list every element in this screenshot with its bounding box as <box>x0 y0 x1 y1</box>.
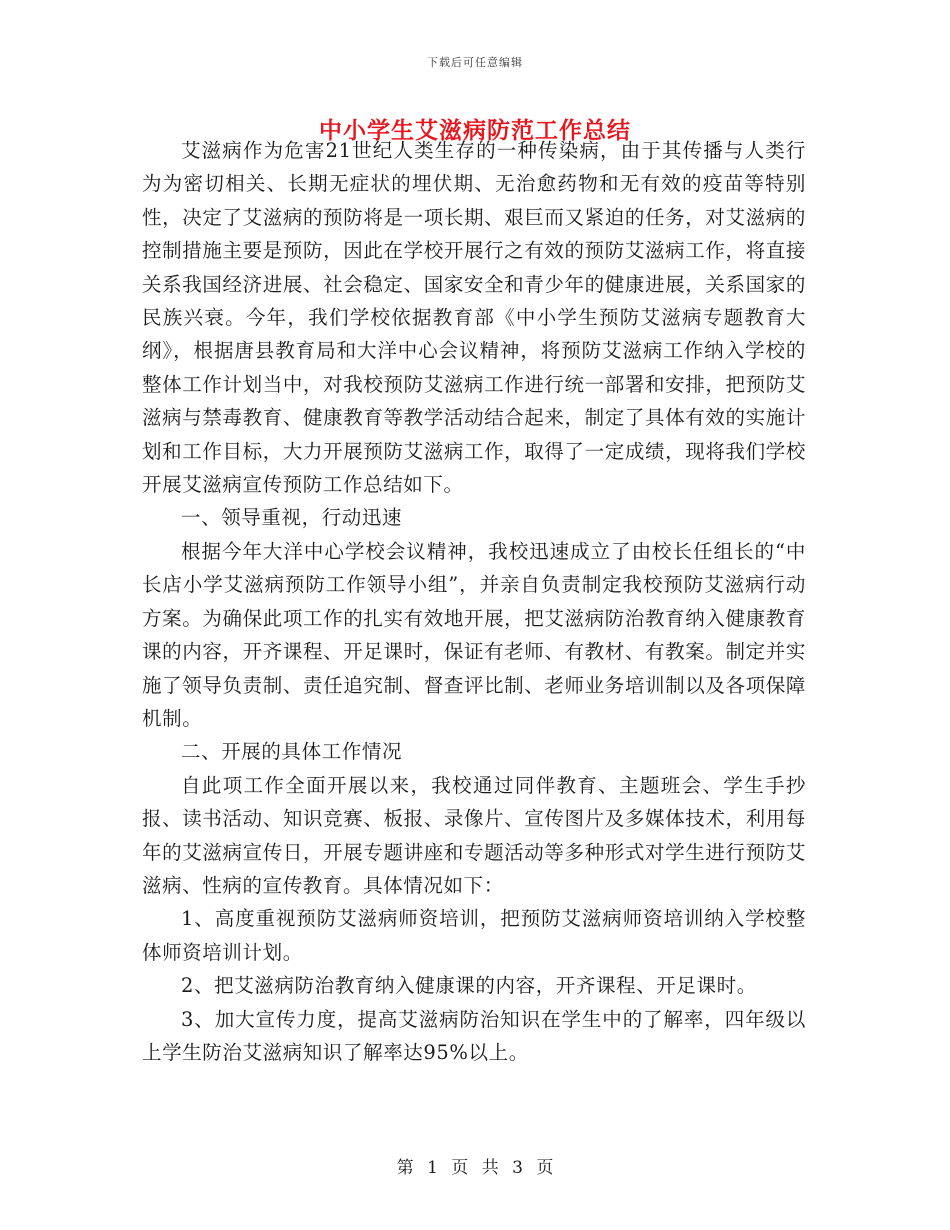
list-item-1: 1、高度重视预防艾滋病师资培训，把预防艾滋病师资培训纳入学校整体师资培训计划。 <box>142 907 806 964</box>
section-heading-2: 二、开展的具体工作情况 <box>181 740 403 764</box>
list-item-2: 2、把艾滋病防治教育纳入健康课的内容，开齐课程、开足课时。 <box>181 974 757 998</box>
page-footer <box>0 1153 950 1178</box>
header-note: 下载后可任意编辑 <box>427 56 523 69</box>
footer-page-number: 1 <box>427 1158 438 1178</box>
paragraph-intro: 艾滋病作为危害21世纪人类生存的一种传染病，由于其传播与人类行为为密切相关、长期无症状的埋伏期、无治愈药物和无有效的疫苗等特别性，决定了艾滋病的预防将是一项长期、艰巨而又紧迫的任务，对艾滋病的控制措施主要是预防，因此在学校开展行之有效的预防艾滋病工作，将直接关系我国经济进展、社会稳定、国家安全和青少年的健康进展，关系国家的民族兴衰。今年，我们学校依据教育部《中小学生预防艾滋病专题教育大纲》，根据唐县教育局和大洋中心会议精神，将预防艾滋病工作纳入学校的整体工作计划当中，对我校预防艾滋病工作进行统一部署和安排，把预防艾滋病与禁毒教育、健康教育等教学活动结合起来，制定了具体有效的实施计划和工作目标，大力开展预防艾滋病工作，取得了一定成绩，现将我们学校开展艾滋病宣传预防工作总结如下。 <box>142 139 806 497</box>
footer-total-pages: 3 <box>512 1158 523 1178</box>
footer-suffix: 页 <box>536 1158 554 1178</box>
section-heading-1: 一、领导重视，行动迅速 <box>181 506 403 530</box>
paragraph-section-1: 根据今年大洋中心学校会议精神，我校迅速成立了由校长任组长的“中长店小学艾滋病预防工作领导小组”，并亲自负责制定我校预防艾滋病行动方案。为确保此项工作的扎实有效地开展，把艾滋病防治教育纳入健康教育课的内容，开齐课程、开足课时，保证有老师、有教材、有教案。制定并实施了领导负责制、责任追究制、督查评比制、老师业务培训制以及各项保障机制。 <box>142 539 806 730</box>
document-body <box>142 134 806 1069</box>
footer-page-label: 页 <box>451 1158 469 1178</box>
footer-prefix: 第 <box>396 1158 414 1178</box>
list-item-3: 3、加大宣传力度，提高艾滋病防治知识在学生中的了解率，四年级以上学生防治艾滋病知识了解率达95%以上。 <box>142 1007 806 1064</box>
document-title: 中小学生艾滋病防范工作总结 <box>319 117 631 144</box>
paragraph-section-2: 自此项工作全面开展以来，我校通过同伴教育、主题班会、学生手抄报、读书活动、知识竞赛、板报、录像片、宣传图片及多媒体技术，利用每年的艾滋病宣传日，开展专题讲座和专题活动等多种形式对学生进行预防艾滋病、性病的宣传教育。具体情况如下： <box>142 773 806 897</box>
footer-total-label: 共 <box>481 1158 499 1178</box>
